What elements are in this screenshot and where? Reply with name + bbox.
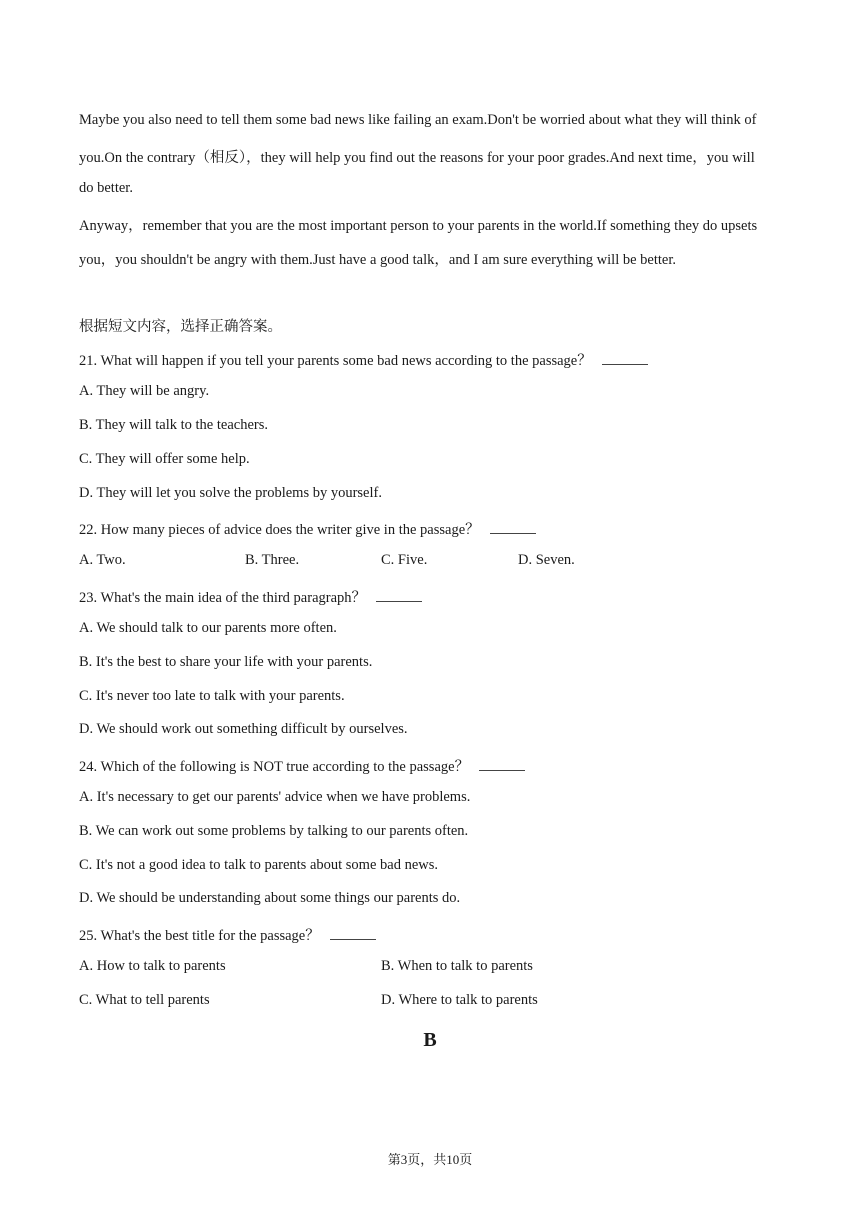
- option-24-c[interactable]: C. It's not a good idea to talk to parents about some bad news.: [79, 857, 439, 873]
- answer-blank[interactable]: [602, 352, 648, 365]
- section-title: B: [423, 1029, 437, 1051]
- option-25-a[interactable]: A. How to talk to parents: [79, 958, 226, 974]
- option-22-b[interactable]: B. Three.: [245, 552, 300, 568]
- option-24-a[interactable]: A. It's necessary to get our parents' advice when we have problems.: [79, 789, 471, 805]
- page-footer: 第3页，共10页: [387, 1152, 473, 1167]
- option-23-d[interactable]: D. We should work out something difficult by ourselves.: [79, 721, 408, 737]
- option-21-b[interactable]: B. They will talk to the teachers.: [79, 417, 268, 433]
- option-23-c[interactable]: C. It's never too late to talk with your parents.: [79, 688, 345, 704]
- answer-blank[interactable]: [376, 589, 422, 602]
- option-24-d[interactable]: D. We should be understanding about some things our parents do.: [79, 890, 461, 906]
- question-21: [79, 349, 648, 370]
- passage-p2-line-1: Anyway，remember that you are the most important person to your parents in the world.If something they do upsets: [79, 218, 758, 234]
- option-25-b[interactable]: B. When to talk to parents: [381, 958, 533, 974]
- option-22-c[interactable]: C. Five.: [381, 552, 428, 568]
- option-24-b[interactable]: B. We can work out some problems by talking to our parents often.: [79, 823, 469, 839]
- instruction: 根据短文内容，选择正确答案。: [79, 319, 282, 335]
- question-stem: 25. What's the best title for the passage？: [79, 928, 320, 944]
- question-22: [79, 518, 536, 539]
- passage-p1-line-1: Maybe you also need to tell them some bad news like failing an exam.Don't be worried about what they will think of: [79, 112, 757, 128]
- question-stem: 22. How many pieces of advice does the writer give in the passage？: [79, 522, 480, 538]
- option-23-b[interactable]: B. It's the best to share your life with your parents.: [79, 654, 373, 670]
- passage-p1-line-3: do better.: [79, 180, 133, 196]
- option-21-a[interactable]: A. They will be angry.: [79, 383, 210, 399]
- question-23: [79, 586, 422, 607]
- question-24: [79, 755, 525, 776]
- passage-p1-line-2: you.On the contrary（相反），they will help you find out the reasons for your poor grades.And next time，you will: [79, 150, 755, 166]
- answer-blank[interactable]: [479, 758, 525, 771]
- passage-p2-line-2: you，you shouldn't be angry with them.Just have a good talk，and I am sure everything will be better.: [79, 252, 676, 268]
- option-23-a[interactable]: A. We should talk to our parents more often.: [79, 620, 337, 636]
- question-stem: 21. What will happen if you tell your parents some bad news according to the passage？: [79, 353, 592, 369]
- question-stem: 23. What's the main idea of the third paragraph？: [79, 590, 367, 606]
- option-21-d[interactable]: D. They will let you solve the problems by yourself.: [79, 485, 382, 501]
- answer-blank[interactable]: [490, 521, 536, 534]
- option-22-d[interactable]: D. Seven.: [518, 552, 575, 568]
- option-22-a[interactable]: A. Two.: [79, 552, 126, 568]
- option-25-d[interactable]: D. Where to talk to parents: [381, 992, 538, 1008]
- question-25: [79, 924, 376, 945]
- option-21-c[interactable]: C. They will offer some help.: [79, 451, 250, 467]
- option-25-c[interactable]: C. What to tell parents: [79, 992, 210, 1008]
- question-stem: 24. Which of the following is NOT true according to the passage？: [79, 759, 470, 775]
- answer-blank[interactable]: [330, 927, 376, 940]
